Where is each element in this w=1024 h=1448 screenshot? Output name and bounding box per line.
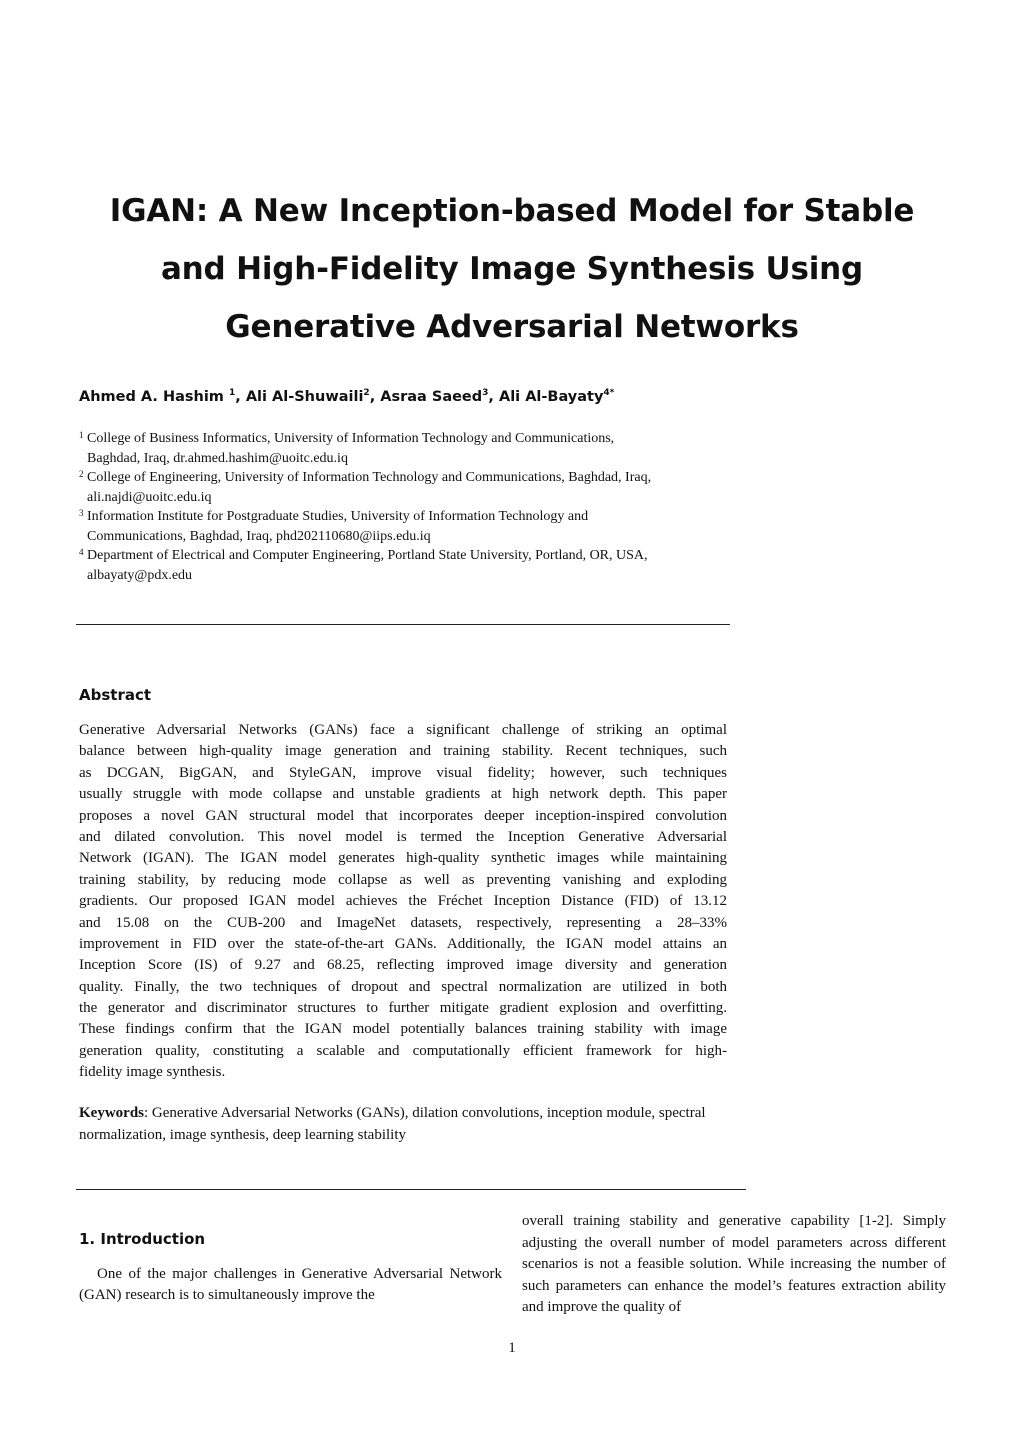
author-affiliation-number: 2 xyxy=(363,388,370,398)
abstract-line: quality. Finally, the two techniques of dropout and spectral normalization are utilized in both xyxy=(79,978,727,995)
paper-title xyxy=(90,182,934,356)
abstract-line: as DCGAN, BigGAN, and StyleGAN, improve visual fidelity; however, such techniques xyxy=(79,764,727,781)
abstract-line: training stability, by reducing mode collapse as well as preventing vanishing and exploding xyxy=(79,871,727,888)
author-separator: , xyxy=(369,389,381,405)
abstract-line: Inception Score (IS) of 9.27 and 68.25, reflecting improved image diversity and generation xyxy=(79,957,727,974)
author-name: Ali Al-Shuwaili xyxy=(245,389,364,405)
introduction-heading: 1. Introduction xyxy=(79,1230,206,1248)
page-number: 1 xyxy=(508,1340,516,1356)
abstract-line: Generative Adversarial Networks (GANs) face a significant challenge of striking an optimal xyxy=(79,722,727,738)
abstract-line: Network (IGAN). The IGAN model generates high-quality synthetic images while maintaining xyxy=(79,850,727,867)
affiliation-line: Baghdad, Iraq, dr.ahmed.hashim@uoitc.edu.iq xyxy=(87,450,348,466)
abstract-line: and 15.08 on the CUB-200 and ImageNet datasets, respectively, representing a 28–33% xyxy=(79,914,727,931)
author-affiliation-number: 4* xyxy=(603,388,615,398)
abstract-line: the generator and discriminator structures to further mitigate gradient explosion and overfitting. xyxy=(79,1000,727,1017)
affiliation-line: Department of Electrical and Computer Engineering, Portland State University, Portland, OR, USA, xyxy=(87,548,648,563)
abstract-line: proposes a novel GAN structural model that incorporates deeper inception-inspired convolution xyxy=(79,807,727,824)
title-line: and High-Fidelity Image Synthesis Using xyxy=(160,251,864,287)
abstract-line: improvement in FID over the state-of-the-art GANs. Additionally, the IGAN model attains an xyxy=(79,935,727,952)
author-affiliation-number: 1 xyxy=(228,388,236,398)
abstract-line: These findings confirm that the IGAN model potentially balances training stability with image xyxy=(79,1021,727,1038)
affiliation-number: 2 xyxy=(79,469,84,479)
affiliation-line: Communications, Baghdad, Iraq, phd202110680@iips.edu.iq xyxy=(87,528,431,544)
abstract-line: fidelity image synthesis. xyxy=(79,1064,226,1081)
affiliation-line: College of Business Informatics, University of Information Technology and Communications, xyxy=(87,431,615,446)
abstract-line: generation quality, constituting a scalable and computationally efficient framework for high- xyxy=(79,1042,727,1059)
author-name: Ahmed A. Hashim xyxy=(79,389,224,405)
abstract-line: usually struggle with mode collapse and unstable gradients at high network depth. This paper xyxy=(79,786,727,803)
affiliation-number: 4 xyxy=(79,547,84,557)
author-name: Ali Al-Bayaty xyxy=(498,389,604,405)
affiliation-item xyxy=(79,468,739,507)
author-name: Asraa Saeed xyxy=(380,389,483,405)
affiliation-line: albayaty@pdx.edu xyxy=(87,567,193,583)
introduction-left-column: One of the major challenges in Generative Adversarial Network (GAN) research is to simultaneously improve the xyxy=(79,1266,502,1304)
author-separator: , xyxy=(235,389,246,405)
affiliation-list xyxy=(79,429,739,585)
abstract-body xyxy=(79,720,727,1084)
affiliation-number: 3 xyxy=(79,508,84,518)
section-divider xyxy=(76,624,730,625)
section-divider xyxy=(76,1189,746,1190)
abstract-line: gradients. Our proposed IGAN model achieves the Fréchet Inception Distance (FID) of 13.12 xyxy=(79,893,727,910)
abstract-line: and dilated convolution. This novel model is termed the Inception Generative Adversarial xyxy=(79,828,727,845)
keywords-paragraph xyxy=(79,1103,744,1146)
author-affiliation-number: 3 xyxy=(482,388,489,398)
title-line: Generative Adversarial Networks xyxy=(225,309,799,345)
abstract-line: balance between high-quality image generation and training stability. Recent techniques, such xyxy=(79,743,727,760)
author-list xyxy=(79,388,614,405)
affiliation-line: ali.najdi@uoitc.edu.iq xyxy=(87,489,212,505)
title-line: IGAN: A New Inception-based Model for Stable xyxy=(109,193,915,229)
keywords-text: : Generative Adversarial Networks (GANs), dilation convolutions, inception module, spectral normalization, image synthesis, deep learning stability xyxy=(79,1105,706,1143)
introduction-right-column: overall training stability and generative capability [1-2]. Simply adjusting the overall number of model parameters across different scenarios is not a feasible solution. While increasing the number of such parameters can enhance the model’s features extraction ability and improve the quality of xyxy=(522,1213,946,1316)
affiliation-item xyxy=(79,429,739,468)
abstract-heading: Abstract xyxy=(79,686,152,704)
affiliation-line: Information Institute for Postgraduate Studies, University of Information Technology and xyxy=(87,509,589,524)
affiliation-item xyxy=(79,507,739,546)
keywords-label: Keywords xyxy=(79,1105,144,1121)
affiliation-number: 1 xyxy=(79,430,84,440)
affiliation-item xyxy=(79,546,739,585)
affiliation-line: College of Engineering, University of Information Technology and Communications, Baghdad, Iraq, xyxy=(87,470,652,485)
author-separator: , xyxy=(488,389,499,405)
